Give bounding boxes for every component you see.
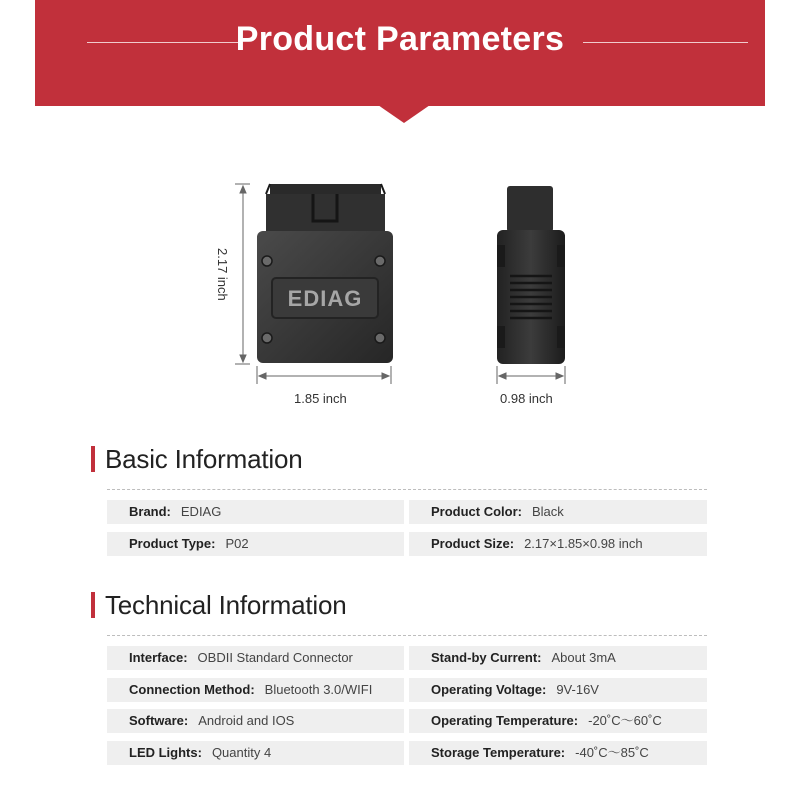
section-title: Basic Information (105, 444, 303, 474)
product-illustration (0, 170, 800, 395)
field-label: Product Type: (129, 536, 216, 551)
info-cell (409, 678, 707, 702)
field-value: Bluetooth 3.0/WIFI (264, 682, 373, 697)
info-cell (409, 532, 707, 556)
field-label: Storage Temperature: (431, 745, 566, 760)
divider (107, 635, 707, 636)
device-logo-text: EDIAG (287, 286, 363, 311)
info-cell (409, 709, 707, 733)
page-title: Product Parameters (235, 20, 565, 58)
divider (107, 489, 707, 490)
field-label: Stand-by Current: (431, 650, 542, 665)
field-value: OBDII Standard Connector (197, 650, 353, 665)
section-accent-bar (91, 592, 95, 618)
device-front-view (257, 184, 393, 363)
field-label: Connection Method: (129, 682, 255, 697)
info-row (107, 500, 707, 524)
info-cell (409, 741, 707, 765)
info-row (107, 709, 707, 733)
field-label: Operating Voltage: (431, 682, 547, 697)
info-row (107, 646, 707, 670)
info-row (107, 678, 707, 702)
info-row (107, 532, 707, 556)
field-value: -40˚C～85˚C (575, 745, 649, 760)
field-value: P02 (225, 536, 249, 551)
field-value: EDIAG (180, 504, 222, 519)
field-value: Black (532, 504, 564, 519)
field-value: -20˚C～60˚C (588, 713, 662, 728)
height-dimension-label: 2.17 inch (215, 248, 230, 301)
info-cell (107, 741, 404, 765)
info-cell (107, 709, 404, 733)
field-label: Interface: (129, 650, 188, 665)
section-accent-bar (91, 446, 95, 472)
info-cell (107, 532, 404, 556)
info-cell (409, 500, 707, 524)
info-cell (409, 646, 707, 670)
field-label: Product Size: (431, 536, 515, 551)
info-cell (107, 500, 404, 524)
section-title: Technical Information (105, 590, 347, 620)
field-label: LED Lights: (129, 745, 202, 760)
field-value: 9V-16V (556, 682, 599, 697)
device-side-view (497, 186, 565, 364)
banner-pointer (378, 105, 430, 123)
header-banner (35, 0, 765, 106)
field-label: Operating Temperature: (431, 713, 579, 728)
field-label: Product Color: (431, 504, 522, 519)
field-label: Brand: (129, 504, 171, 519)
depth-dimension-label: 0.98 inch (500, 391, 553, 406)
field-value: About 3mA (551, 650, 616, 665)
field-value: Android and IOS (198, 713, 295, 728)
info-row (107, 741, 707, 765)
field-label: Software: (129, 713, 189, 728)
width-dimension-label: 1.85 inch (294, 391, 347, 406)
info-cell (107, 646, 404, 670)
field-value: Quantity 4 (211, 745, 272, 760)
field-value: 2.17×1.85×0.98 inch (524, 536, 643, 551)
info-cell (107, 678, 404, 702)
